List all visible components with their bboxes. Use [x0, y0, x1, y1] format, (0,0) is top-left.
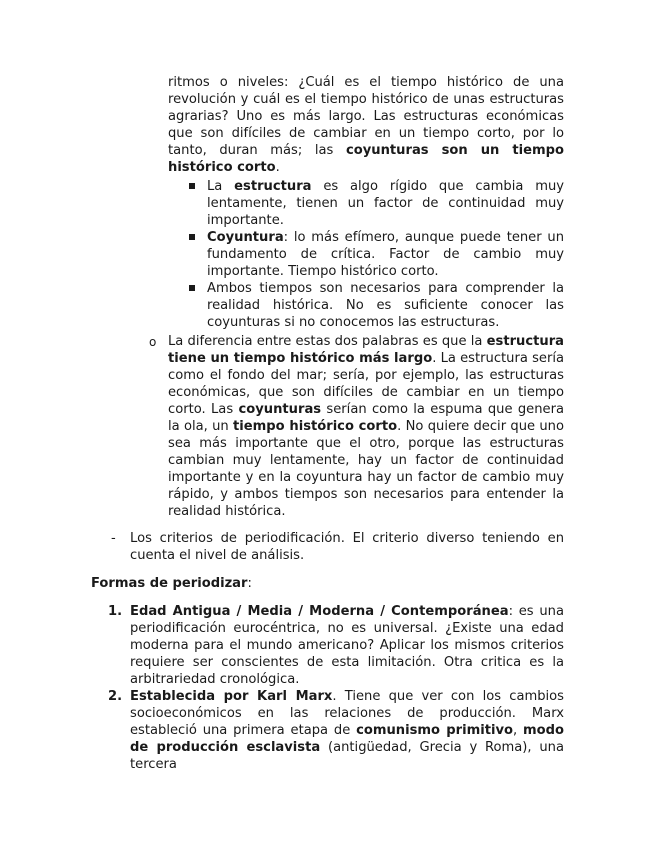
square-bullet-icon	[189, 285, 195, 291]
section-heading	[91, 575, 252, 592]
text-run: : es una periodificación eurocéntrica, no es universal. ¿Existe una edad moderna para el mundo americano? Aplicar los mismos criterios requiere ser conscientes de esta limitación. Otra critica es la arbitrariedad cronológica.	[130, 604, 564, 687]
text-run: ritmos o niveles: ¿Cuál es el tiempo histórico de una revolución y cuál es el tiempo histórico de unas estructuras agrarias? Uno es más largo. Las estructuras económicas que son difíciles de cambiar en un tiempo corto, por lo tanto, duran más; las	[168, 75, 564, 158]
bold-run: estructura	[234, 179, 312, 194]
list-number: 1.	[108, 604, 123, 619]
list-item	[104, 603, 564, 688]
dash-bullet-text: Los criterios de periodificación. El criterio diverso teniendo en cuenta el nivel de análisis.	[130, 531, 564, 563]
bold-run: Edad Antigua / Media / Moderna / Contemporánea	[130, 604, 509, 619]
square-bullet-icon	[189, 234, 195, 240]
text-run: . No quiere decir que uno sea más importante que el otro, porque las estructuras cambian muy lentamente, hay un factor de continuidad importante y en la coyuntura hay un factor de cambio muy rápido, y ambos tiempos son necesarios para entender la realidad histórica.	[168, 419, 564, 519]
circle-bullet-text	[168, 333, 564, 520]
list-item	[186, 178, 564, 229]
text-run: . Tiene que ver con los cambios socioeconómicos en las relaciones de producción. Marx estableció una primera etapa de	[130, 689, 565, 738]
text-run: La diferencia entre estas dos palabras es que la	[168, 334, 487, 349]
list-item	[186, 229, 564, 280]
bold-run: estructura tiene un tiempo histórico más largo	[168, 334, 564, 366]
list-item	[186, 280, 564, 331]
bold-run: coyunturas son un tiempo histórico corto	[168, 143, 564, 175]
bold-run: modo de producción esclavista	[130, 723, 564, 755]
text-run: serían como la espuma que genera la ola, un	[168, 402, 564, 434]
list-number: 2.	[108, 689, 123, 704]
bold-run: comunismo primitivo	[356, 723, 513, 738]
dash-bullet-item	[108, 530, 564, 564]
circle-bullet-item	[146, 333, 564, 520]
text-run: . La estructura sería como el fondo del mar; sería, por ejemplo, las estructuras económicas, que son difíciles de cambiar en un tiempo corto. Las	[168, 351, 565, 417]
text-run: .	[275, 160, 280, 175]
heading-bold: Formas de periodizar	[91, 576, 248, 591]
bold-run: tiempo histórico corto	[233, 419, 398, 434]
dash-bullet-icon: -	[111, 531, 116, 546]
circle-bullet-icon: o	[149, 335, 157, 349]
text-run: ,	[513, 723, 523, 738]
square-bullet-list	[186, 178, 564, 331]
bold-run: Coyuntura	[207, 230, 284, 245]
square-bullet-icon	[189, 183, 195, 189]
text-run: Ambos tiempos son necesarios para comprender la realidad histórica. No es suficiente conocer las coyunturas si no conocemos las estructuras.	[207, 281, 564, 330]
continuation-paragraph	[168, 74, 564, 176]
bold-run: coyunturas	[238, 402, 322, 417]
list-item	[104, 688, 564, 773]
text-run: : lo más efímero, aunque puede tener un fundamento de crítica. Factor de cambio muy importante. Tiempo histórico corto.	[207, 230, 564, 279]
heading-suffix: :	[247, 576, 252, 591]
text-run: (antigüedad, Grecia y Roma), una tercera	[130, 740, 564, 772]
numbered-list	[104, 603, 564, 773]
text-run: La	[207, 179, 235, 194]
bold-run: Establecida por Karl Marx	[130, 689, 333, 704]
text-run: es algo rígido que cambia muy lentamente, tienen un factor de continuidad muy importante.	[207, 179, 564, 228]
